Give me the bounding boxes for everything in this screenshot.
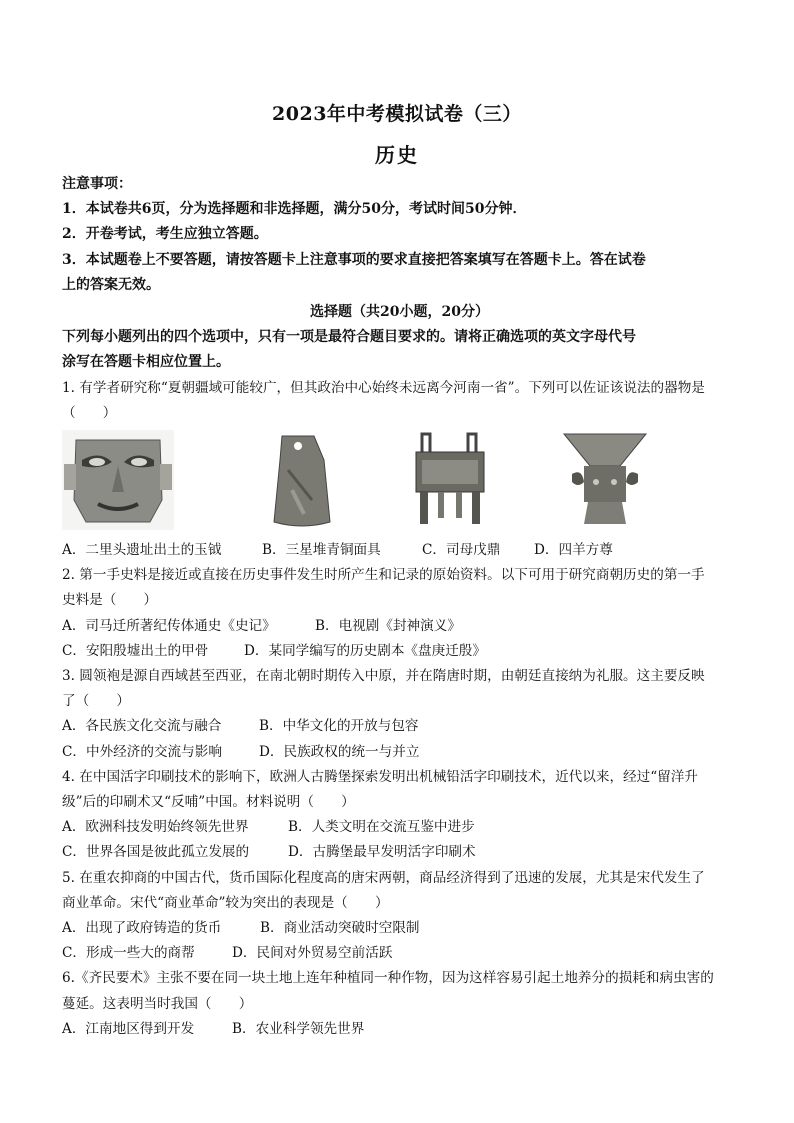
question-3 [62, 664, 737, 765]
option-d: D．民族政权的统一与并立 [259, 743, 420, 760]
question-text: 3. 圆领袍是源自西域甚至西亚，在南北朝时期传入中原，并在隋唐时期，由朝廷直接纳为礼服。这主要反映 [62, 668, 705, 685]
option-a: A．欧洲科技发明始终领先世界 [62, 819, 249, 836]
question-6 [62, 966, 737, 1042]
options-row [62, 740, 737, 765]
option-b: B．中华文化的开放与包容 [259, 718, 419, 735]
option-b: B．三星堆青铜面具 [262, 542, 381, 559]
question-text: 5. 在重农抑商的中国古代，货币国际化程度高的唐宋两朝，商品经济得到了迅速的发展，尤其是宋代发生了 [62, 869, 705, 886]
subject-title: 历史 [375, 143, 419, 167]
notice-item: 2．开卷考试，考生应独立答题。 [62, 226, 268, 243]
option-d: D．民间对外贸易空前活跃 [232, 945, 393, 962]
artifact-images [62, 430, 737, 538]
question-4 [62, 765, 737, 866]
option-c: C．中外经济的交流与影响 [62, 743, 222, 760]
option-d: D．古腾堡最早发明活字印刷术 [288, 844, 476, 861]
exam-title: 2023年中考模拟试卷（三） [272, 103, 522, 125]
options-row [62, 916, 737, 941]
question-text: 2. 第一手史料是接近或直接在历史事件发生时所产生和记录的原始资料。以下可用于研究商朝历史的第一手 [62, 567, 705, 584]
option-a: A．二里头遗址出土的玉钺 [62, 542, 222, 559]
question-text: （ ） [62, 404, 117, 421]
question-text: 蔓延。这表明当时我国（ ） [62, 995, 253, 1012]
option-b: B．电视剧《封神演义》 [315, 617, 461, 634]
option-a: A．司马迁所著纪传体通史《史记》 [62, 617, 276, 634]
options-row [62, 815, 737, 840]
options-row [62, 941, 737, 966]
options-row [62, 1017, 737, 1042]
options-row [62, 538, 737, 563]
question-text: 4. 在中国活字印刷技术的影响下，欧洲人古腾堡探索发明出机械铅活字印刷技术，近代以来，经过“留洋升 [62, 768, 698, 785]
question-2 [62, 563, 737, 664]
question-1 [62, 376, 737, 564]
option-c: C．司母戊鼎 [422, 542, 501, 559]
notice-block [62, 172, 737, 298]
option-c: C．形成一些大的商帮 [62, 945, 195, 962]
square-zun-image [560, 430, 650, 530]
option-c: C．世界各国是彼此孤立发展的 [62, 844, 250, 861]
bronze-mask-image [62, 430, 174, 530]
section-title: 选择题（共20小题，20分） [310, 304, 489, 321]
options-row [62, 614, 737, 639]
options-row [62, 639, 737, 664]
question-text: 6.《齐民要术》主张不要在同一块土地上连年种植同一种作物，因为这样容易引起土地养分的损耗和病虫害的 [62, 970, 714, 987]
exam-content [62, 172, 737, 1042]
question-5 [62, 866, 737, 967]
options-row [62, 714, 737, 739]
option-a: A．出现了政府铸造的货币 [62, 920, 222, 937]
option-b: B．农业科学领先世界 [232, 1020, 365, 1037]
notice-item: 上的答案无效。 [62, 276, 160, 293]
option-a: A．江南地区得到开发 [62, 1020, 195, 1037]
question-text: 了（ ） [62, 693, 130, 710]
question-text: 史料是（ ） [62, 592, 158, 609]
section-instructions: 下列每小题列出的四个选项中，只有一项是最符合题目要求的。请将正确选项的英文字母代号 [62, 329, 636, 346]
option-b: B．商业活动突破时空限制 [260, 920, 420, 937]
option-c: C．安阳殷墟出土的甲骨 [62, 642, 209, 659]
jade-axe-image [252, 430, 352, 530]
option-b: B．人类文明在交流互鉴中进步 [288, 819, 475, 836]
option-d: D．四羊方尊 [534, 542, 613, 559]
notice-heading: 注意事项： [62, 176, 132, 192]
bronze-ding-image [410, 430, 490, 530]
options-row [62, 840, 737, 865]
notice-item: 3．本试题卷上不要答题，请按答题卡上注意事项的要求直接把答案填写在答题卡上。答在试卷 [62, 251, 646, 268]
option-d: D．某同学编写的历史剧本《盘庚迁殷》 [244, 642, 486, 659]
section-instructions: 涂写在答题卡相应位置上。 [62, 354, 230, 371]
question-text: 1. 有学者研究称“夏朝疆域可能较广，但其政治中心始终未远离今河南一省”。下列可以佐证该说法的器物是 [62, 379, 705, 396]
notice-item: 1．本试卷共6页，分为选择题和非选择题，满分50分，考试时间50分钟． [62, 201, 527, 218]
question-text: 商业革命。宋代“商业革命”较为突出的表现是（ ） [62, 894, 389, 911]
option-a: A．各民族文化交流与融合 [62, 718, 222, 735]
question-text: 级”后的印刷术又“反哺”中国。材料说明（ ） [62, 794, 355, 811]
